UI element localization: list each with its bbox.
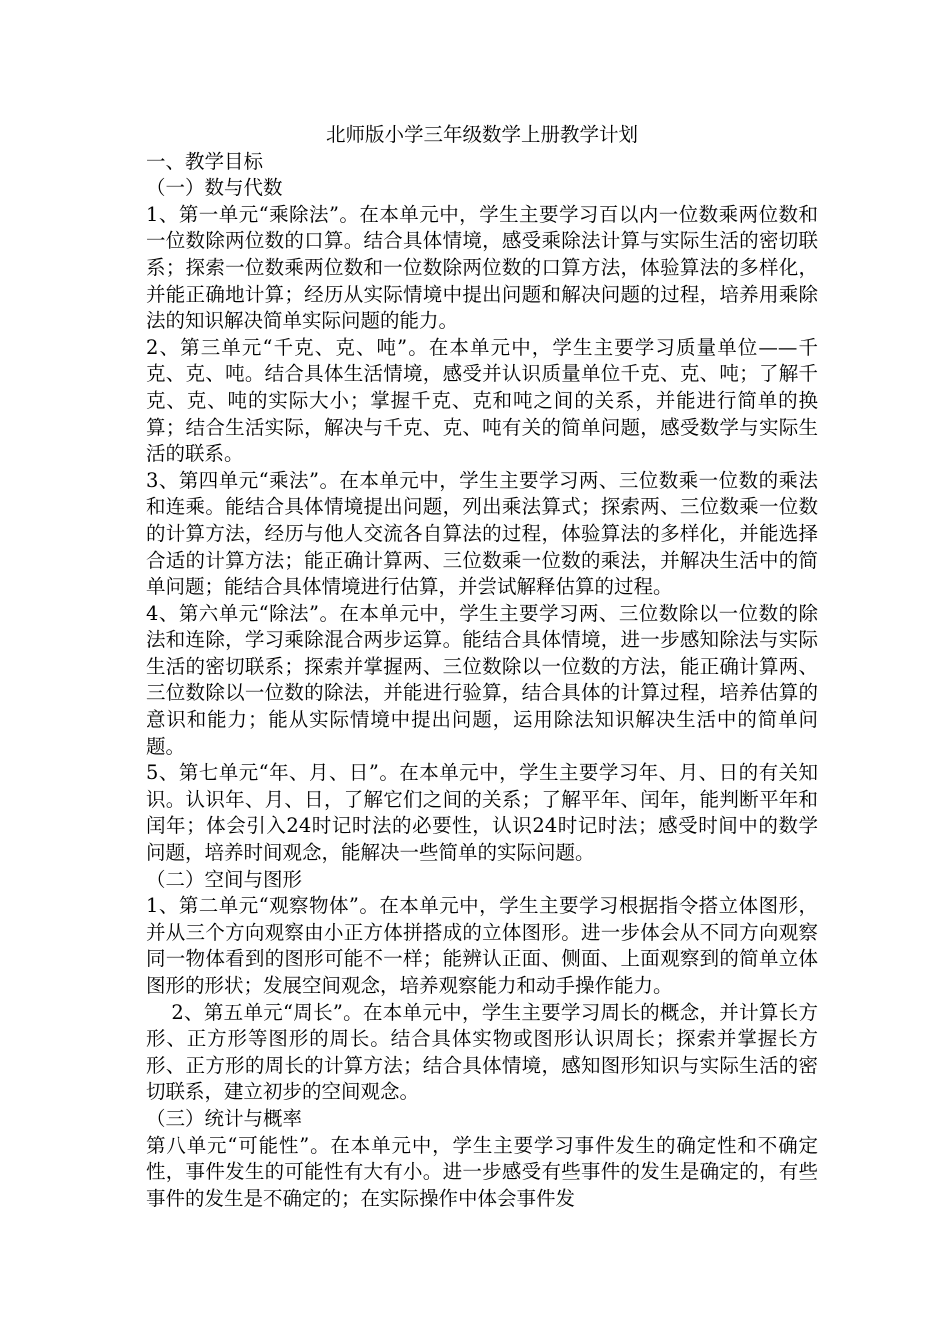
paragraph-unit-1: 1、第一单元“乘除法”。在本单元中，学生主要学习百以内一位数乘两位数和一位数除两位数的口算。结合具体情境，感受乘除法计算与实际生活的密切联系；探索一位数乘两位数和一位数除两位数的口算方法，体验算法的多样化，并能正确地计算；经历从实际情境中提出问题和解决问题的过程，培养用乘除法的知识解决简单实际问题的能力。 — [146, 202, 818, 333]
paragraph-unit-4: 3、第四单元“乘法”。在本单元中，学生主要学习两、三位数乘一位数的乘法和连乘。能结合具体情境提出问题，列出乘法算式；探索两、三位数乘一位数的计算方法，经历与他人交流各自算法的过程，体验算法的多样化，并能选择合适的计算方法；能正确计算两、三位数乘一位数的乘法，并解决生活中的简单问题；能结合具体情境进行估算，并尝试解释估算的过程。 — [146, 468, 818, 599]
subsection-heading-space-shapes: （二）空间与图形 — [146, 867, 303, 891]
document-page — [146, 122, 818, 1212]
subsection-heading-statistics-probability: （三）统计与概率 — [146, 1106, 303, 1130]
paragraph-unit-5: 2、第五单元“周长”。在本单元中，学生主要学习周长的概念，并计算长方形、正方形等图形的周长。结合具体实物或图形认识周长；探索并掌握长方形、正方形的周长的计算方法；结合具体情境，感知图形知识与实际生活的密切联系，建立初步的空间观念。 — [146, 1000, 818, 1104]
paragraph-unit-6: 4、第六单元“除法”。在本单元中，学生主要学习两、三位数除以一位数的除法和连除，学习乘除混合两步运算。能结合具体情境，进一步感知除法与实际生活的密切联系；探索并掌握两、三位数除以一位数的方法，能正确计算两、三位数除以一位数的除法，并能进行验算，结合具体的计算过程，培养估算的意识和能力；能从实际情境中提出问题，运用除法知识解决生活中的简单问题。 — [146, 601, 818, 758]
section-heading-teaching-goals: 一、教学目标 — [146, 149, 264, 173]
paragraph-unit-3: 2、第三单元“千克、克、吨”。在本单元中，学生主要学习质量单位——千克、克、吨。结合具体生活情境，感受并认识质量单位千克、克、吨；了解千克、克、吨的实际大小；掌握千克、克和吨之间的关系，并能进行简单的换算；结合生活实际，解决与千克、克、吨有关的简单问题，感受数学与实际生活的联系。 — [146, 335, 818, 466]
subsection-heading-numbers-algebra: （一）数与代数 — [146, 176, 283, 200]
document-title: 北师版小学三年级数学上册教学计划 — [325, 123, 638, 146]
paragraph-unit-7: 5、第七单元“年、月、日”。在本单元中，学生主要学习年、月、日的有关知识。认识年、月、日，了解它们之间的关系；了解平年、闰年，能判断平年和闰年；体会引入24时记时法的必要性，认识24时记时法；感受时间中的数学问题，培养时间观念，能解决一些简单的实际问题。 — [146, 761, 818, 865]
paragraph-unit-2: 1、第二单元“观察物体”。在本单元中，学生主要学习根据指令搭立体图形，并从三个方向观察由小正方体拼搭成的立体图形。进一步体会从不同方向观察同一物体看到的图形可能不一样；能辨认正面、侧面、上面观察到的简单立体图形的形状；发展空间观念，培养观察能力和动手操作能力。 — [146, 894, 818, 997]
paragraph-unit-8: 第八单元“可能性”。在本单元中，学生主要学习事件发生的确定性和不确定性，事件发生的可能性有大有小。进一步感受有些事件的发生是确定的，有些事件的发生是不确定的；在实际操作中体会事件发 — [146, 1133, 818, 1210]
